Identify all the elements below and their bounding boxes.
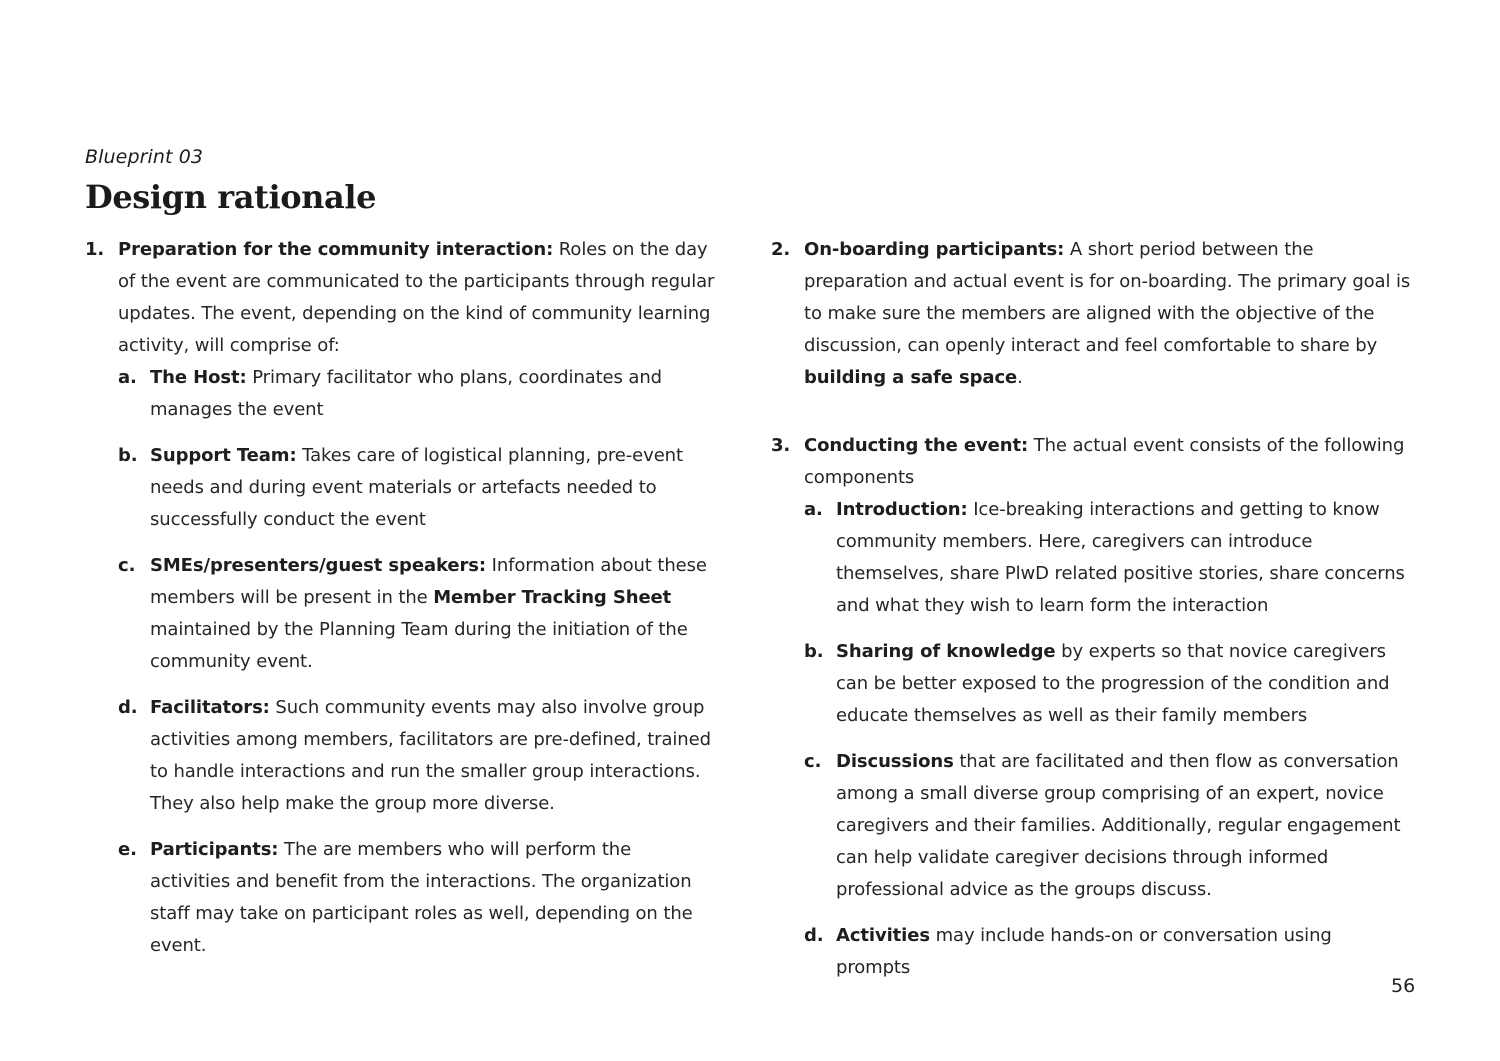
sub-lead: Support Team: [150,445,297,466]
sub-text: Ice-breaking interactions and getting to know community members. Here, caregivers can introduce themselves, share PlwD related positive stories, share concerns and what they wish to learn form the interaction [836,499,1405,616]
item-lead: Preparation for the community interaction: [118,239,554,260]
sub-item-facilitators [118,692,715,820]
list-item-preparation [85,234,715,962]
sub-letter: b. [118,445,138,466]
sub-text: Such community events may also involve group activities among members, facilitators are pre-defined, trained to handle interactions and run the smaller group interactions. They also help make the group more diverse. [150,697,711,814]
sub-letter: b. [804,641,824,662]
sub-item-host [118,362,715,426]
sub-letter: a. [804,499,823,520]
item-text: . [1017,367,1023,388]
sub-lead: Introduction: [836,499,968,520]
sub-lead: Facilitators: [150,697,270,718]
sub-item-discussions [804,746,1411,906]
eyebrow-label: Blueprint 03 [85,146,204,168]
sub-item-activities [804,920,1411,984]
sub-text: may include hands-on or conversation using prompts [836,925,1332,978]
page-number: 56 [1391,975,1416,997]
sub-text: Information about these members will be present in the [150,555,707,608]
sub-item-support-team [118,440,715,536]
member-tracking-sheet-term: Member Tracking Sheet [433,587,672,608]
sub-text: that are facilitated and then flow as conversation among a small diverse group comprising of an expert, novice caregivers and their families. Additionally, regular engagement can help validate caregiver decisions through informed professional advice as the groups discuss. [836,751,1401,900]
sub-lead: Sharing of knowledge [836,641,1056,662]
sub-letter: c. [118,555,136,576]
safe-space-term: building a safe space [804,367,1018,388]
sub-lead: The Host: [150,367,247,388]
list-number: 2. [771,239,791,260]
item-lead: On-boarding participants: [804,239,1065,260]
sub-letter: a. [118,367,137,388]
sub-item-sharing-knowledge [804,636,1411,732]
list-number: 3. [771,435,791,456]
list-number: 1. [85,239,105,260]
sub-lead: Activities [836,925,930,946]
sub-text: Takes care of logistical planning, pre-event needs and during event materials or artefacts needed to successfully conduct the event [150,445,683,530]
right-column [771,234,1411,984]
sub-letter: d. [804,925,824,946]
sub-lead: Discussions [836,751,954,772]
sub-text: by experts so that novice caregivers can be better exposed to the progression of the condition and educate themselves as well as their family members [836,641,1390,726]
sub-letter: e. [118,839,137,860]
sub-text: maintained by the Planning Team during the initiation of the community event. [150,619,688,672]
item-text: A short period between the preparation and actual event is for on-boarding. The primary goal is to make sure the members are aligned with the objective of the discussion, can openly interact and feel comfortable to share by [804,239,1411,356]
item-text: The actual event consists of the following components [804,435,1405,488]
sub-item-participants [118,834,715,962]
sub-text: Primary facilitator who plans, coordinates and manages the event [150,367,662,420]
sub-item-smes [118,550,715,678]
sub-lead: Participants: [150,839,279,860]
list-item-onboarding [771,234,1411,394]
page-title: Design rationale [85,178,377,216]
list-item-conducting [771,430,1411,984]
left-column [85,234,715,962]
sub-text: The are members who will perform the activities and benefit from the interactions. The organization staff may take on participant roles as well, depending on the event. [150,839,693,956]
sub-item-introduction [804,494,1411,622]
sub-letter: c. [804,751,822,772]
item-lead: Conducting the event: [804,435,1029,456]
sub-lead: SMEs/presenters/guest speakers: [150,555,486,576]
sub-letter: d. [118,697,138,718]
item-text: Roles on the day of the event are communicated to the participants through regular updates. The event, depending on the kind of community learning activity, will comprise of: [118,239,715,356]
